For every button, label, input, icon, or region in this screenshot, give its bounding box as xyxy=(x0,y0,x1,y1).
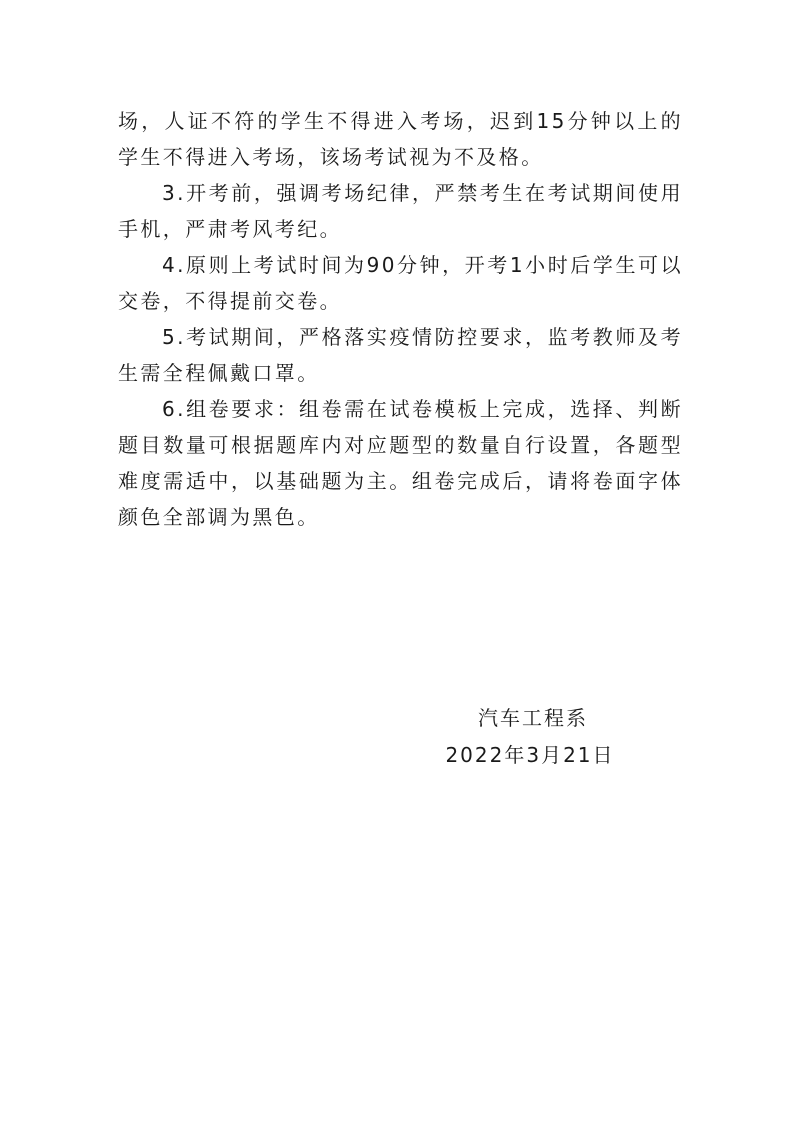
document-body xyxy=(118,103,683,535)
signature-block xyxy=(420,700,640,774)
issue-date: 2022年3月21日 xyxy=(445,743,615,767)
continuation-paragraph: 场，人证不符的学生不得进入考场，迟到15分钟以上的学生不得进入考场，该场考试视为不及格。 xyxy=(118,109,683,169)
rule-item-6: 6.组卷要求：组卷需在试卷模板上完成，选择、判断题目数量可根据题库内对应题型的数量自行设置，各题型难度需适中，以基础题为主。组卷完成后，请将卷面字体颜色全部调为黑色。 xyxy=(118,397,683,529)
rule-item-4: 4.原则上考试时间为90分钟，开考1小时后学生可以交卷，不得提前交卷。 xyxy=(118,253,683,313)
issuing-department: 汽车工程系 xyxy=(478,706,588,730)
rule-item-3: 3.开考前，强调考场纪律，严禁考生在考试期间使用手机，严肃考风考纪。 xyxy=(118,181,683,241)
rule-item-5: 5.考试期间，严格落实疫情防控要求，监考教师及考生需全程佩戴口罩。 xyxy=(118,325,683,385)
